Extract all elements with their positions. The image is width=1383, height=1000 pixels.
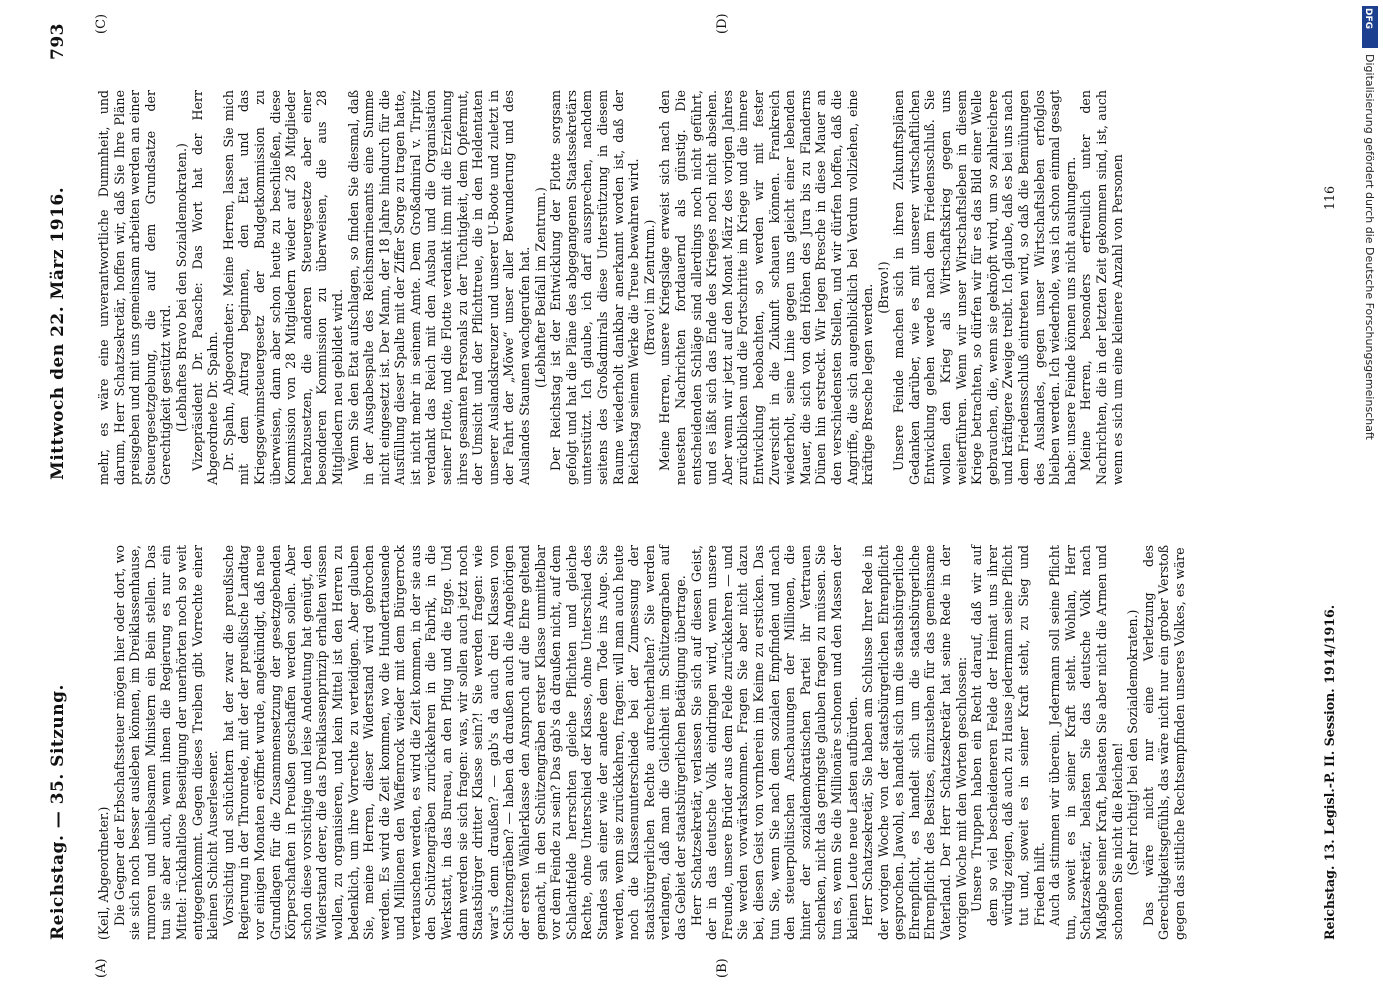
speaker-continuation: (Keil, Abgeordneter.): [96, 806, 111, 940]
paragraph: Wenn Sie den Etat aufschlagen, so finden Sie diesmal, daß in der Ausgabespalte des Reichsmarineamts eine Summe nicht eingesetzt ist. Der Mann, der 18 Jahre hindurch für die Ausfüllung dieser Spalte mit der Ziffer Sorge zu tragen hatte, ist nicht mehr in seinem Amte. Dem Großadmiral v. Tirpitz verdankt das Reich mit den Ausbau und die Organisation seiner Flotte, und die Flotte verdankt ihm mit die Erziehung ihres gesamten Personals zu der Tüchtigkeit, dem Opfermut, der Umsicht und der Pflichttreue, die in den Heldentaten unserer Auslandskreuzer und unserer U-Boote und zuletzt in der Fahrt der „Möwe“ unser aller Bewunderung und des Auslandes Staunen wachgerufen hat.: [345, 90, 533, 485]
interjection: (Bravo! im Zentrum.): [641, 219, 657, 356]
margin-mark-b: (B): [715, 958, 730, 978]
paragraph: Dr. Spahn, Abgeordneter: Meine Herren, lassen Sie mich mit dem Antrag beginnen, den Etat und das Kriegsgewinnsteuergesetz der Budgetkommission zu überweisen, dann aber schon heute zu beschließen, diese Kommission von 28 Mitgliedern wieder auf 28 Mitglieder herabzusetzen, die anderen Steuergesetze aber einer besonderen Kommission zu überweisen, die aus 28 Mitgliedern neu gebildet wird.: [220, 90, 345, 485]
paragraph: Der Reichstag ist der Entwicklung der Flotte sorgsam gefolgt und hat die Pläne des abgegangenen Staatssekretärs unterstützt. Ich glaube, ich darf aussprechen, nachdem seitens des Großadmirals diese Unterstützung in diesem Raume wiederholt dankbar anerkannt worden ist, daß der Reichstag seinem Werke die Treue bewahren wird.: [548, 90, 642, 485]
interjection: (Bravo!): [875, 261, 891, 314]
paragraph: Unsere Feinde machen sich in ihren Zukunftsplänen Gedanken darüber, wie es mit unserer wirtschaftlichen Entwicklung gehen werde nach dem Friedensschluß. Sie wollen den Krieg als Wirtschaftskrieg gegen uns weiterführen. Wenn wir unser Wirtschaftsleben in diesem Kriege betrachten, so dürfen wir für es das Bild einer Welle gebrauchen, die, wenn sie geknöpft wird, um so zahlreichere und kräftigere Zweige treibt. Ich glaube, daß es bei uns nach dem Friedensschluß eintreten wird, so daß die Bemühungen des Auslandes, gegen unser Wirtschaftsleben erfolglos bleiben werden. Ich wiederhole, was ich schon einmal gesagt habe: unsere Feinde können uns nicht aushungern.: [891, 90, 1078, 485]
quotation: Unsere Truppen haben ein Recht darauf, daß wir auf dem so viel bescheideneren Felde der Heimat uns ihrer würdig zeigen, daß auch zu Hause jedermann seine Pflicht tut und, soweit es in seiner Kraft steht, zu Sieg und Frieden hilft.: [969, 545, 1047, 926]
dfg-logo-text: DFG: [1363, 8, 1373, 30]
interjection: (Sehr richtig! bei den Sozialdemokraten.): [1125, 609, 1141, 876]
header-left: Reichstag. — 35. Sitzung.: [48, 684, 68, 940]
paragraph: Die Gegner der Erbschaftssteuer mögen hier oder dort, wo sie sich noch besser ausleben können, im Dreiklassenhause, rumoren und unliebsamen Ministern ein Bein stellen. Das tun sie aber auch, wenn ihnen die Regierung es nur ein Mittel: rückhaltlose Beseitigung der unerhörten noch so weit entgegenkommt. Gegen dieses Treiben gibt Vorrechte einer kleinen Schicht Auserlesener.: [111, 545, 221, 940]
margin-mark-a: (A): [94, 958, 109, 978]
paragraph: Herr Schatzsekretär, Sie haben am Schlusse Ihrer Rede in der vorigen Woche von der staatsbürgerlichen Ehrenpflicht gesprochen. Jawohl, es handelt sich um die staatsbürgerliche Ehrenpflicht, es handelt sich um die staatsbürgerliche Ehrenpflicht des Besitzes, einzustehen für das gemeinsame Vaterland. Der Herr Schatzsekretär hat seine Rede in der vorigen Woche mit den Worten geschlossen:: [860, 545, 969, 940]
paragraph: Das wäre nicht nur eine Verletzung des Gerechtigkeitsgefühls, das wäre nicht nur ein grober Verstoß gegen das sittliche Rechtsempfinden unseres Volkes, es wäre: [1140, 545, 1187, 940]
speaker-announcement: Vizepräsident Dr. Paasche: Das Wort hat der Herr Abgeordnete Dr. Spahn.: [189, 90, 221, 485]
header-center: Mittwoch den 22. März 1916.: [48, 186, 68, 480]
paragraph: mehr, es wäre eine unverantwortliche Dummheit, und darum, Herr Schatzsekretär, hoffen wir, daß Sie Ihre Pläne preisgeben und mit uns gemeinsam arbeiten werden an einer Steuergesetzgebung, die auf dem Grundsatze der Gerechtigkeit gestützt wird.: [96, 90, 174, 485]
footer-session: Reichstag. 13. Legisl.-P. II. Session. 1914/1916.: [1322, 604, 1337, 940]
paragraph: Meine Herren, unsere Kriegslage erweist sich nach den neuesten Nachrichten fortdauernd als günstig. Die entscheidenden Schläge sind allerdings noch nicht geführt, und es läßt sich das Ende des Krieges noch nicht absehen. Aber wenn wir jetzt auf den Monat März des vorigen Jahres zurückblicken und die Fortschritte im Kriege und die innere Entwicklung beobachten, so werden wir mit fester Zuversicht in die Zukunft schauen können. Frankreich wiederholt, seine Linie gegen uns gleicht einer lebenden Mauer, die sich von den Höhen des Jura bis zu Flanderns Dünen hin erstreckt. Wir legen Bresche in diese Mauer an den verschiedensten Stellen, und wir dürfen hoffen, daß die Angriffe, die sich augenblicklich bei Verdun vollziehen, eine kräftige Bresche legen werden.: [657, 90, 876, 485]
footer-sheet-number: 116: [1322, 185, 1337, 210]
paragraph: Meine Herren, besonders erfreulich unter den Nachrichten, die in der letzten Zeit gekommen sind, ist, auch wenn es sich um eine kleinere Anzahl von Personen: [1078, 90, 1125, 485]
interjection: (Lebhaftes Bravo bei den Sozialdemokraten.): [173, 143, 189, 432]
margin-mark-c: (C): [94, 13, 109, 34]
paragraph: Vorsichtig und schüchtern hat der zwar die preußische Regierung in der Thronrede, mit der der preußische Landtag vor einigen Monaten eröffnet wurde, angekündigt, daß neue Grundlagen für die Zusammensetzung der gesetzgebenden Körperschaften in Preußen geschaffen werden sollen. Aber schon diese vorsichtige und leise Andeutung hat genügt, den Widerstand derer, die das Dreiklassenprinzip erhalten wissen wollen, zu organisieren, und kein Mittel ist den Herren zu bedenklich, um ihre Vorrechte zu verteidigen. Aber glauben Sie, meine Herren, dieser Widerstand wird gebrochen werden. Es wird die Zeit kommen, wo die Hunderttausende und Millionen den Waffenrock wieder mit dem Bürgerrock vertauschen werden, es wird die Zeit kommen, in der sie aus den Schützengräben zurückkehren in die Fabrik, in die Werkstatt, in das Bureau, an den Pflug und die Egge. Und dann werden sie sich fragen: was, wir sollen auch jetzt noch Staatsbürger dritter Klasse sein?! Sie werden fragen: wie war's denn draußen? — gab's da auch drei Klassen von Schützengräben? — haben da draußen auch die Angehörigen der ersten Wählerklasse den Anspruch auf die Ehre geltend gemacht, in den Schützengräben erster Klasse unmittelbar vor dem Feinde zu sein? Das gab's da draußen nicht, auf dem Schlachtfelde herrschten gleiche Pflichten und gleiche Rechte, ohne Unterschied der Klasse, ohne Unterschied des Standes sah einer wie der andere dem Tode ins Auge. Sie werden, wenn sie zurückkehren, fragen: will man auch heute noch die Klassenunterschiede bei der Zumessung der staatsbürgerlichen Rechte aufrechterhalten? Sie werden verlangen, daß man die Gleichheit im Schützengraben auf das Gebiet der staatsbürgerlichen Betätigung übertrage.: [220, 545, 688, 940]
margin-mark-d: (D): [715, 13, 730, 34]
paragraph: Herr Schatzsekretär, verlassen Sie sich auf diesen Geist, der in das deutsche Volk eindringen wird, wenn unsere Freunde, unsere Brüder aus dem Felde zurückkehren — und Sie werden vorwärtskommen. Fragen Sie aber nicht dazu bei, diesen Geist von vornherein im Keime zu ersticken. Das tun Sie, wenn Sie nach dem sozialen Empfinden und nach den steuerpolitischen Anschauungen der Millionen, die hinter der sozialdemokratischen Partei ihr Vertrauen schenken, nicht das geringste glauben fragen zu müssen. Sie tun es, wenn Sie die Millionäre schonen und den Massen der kleinen Leute neue Lasten aufbürden.: [688, 545, 860, 940]
page-number: 793: [48, 23, 68, 60]
interjection: (Lebhafter Beifall im Zentrum.): [532, 187, 548, 388]
paragraph: Auch da stimmen wir überein. Jedermann soll seine Pflicht tun, soweit es in seiner Kraft steht. Wohlan, Herr Schatzsekretär, belasten Sie das deutsche Volk nach Maßgabe seiner Kraft, belasten Sie aber nicht die Armen und schonen Sie nicht die Reichen!: [1047, 545, 1125, 940]
digitization-note: Digitalisierung gefördert durch die Deutsche Forschungsgemeinschaft: [1363, 54, 1376, 440]
left-column: [96, 545, 1188, 940]
right-column: [96, 90, 1125, 485]
